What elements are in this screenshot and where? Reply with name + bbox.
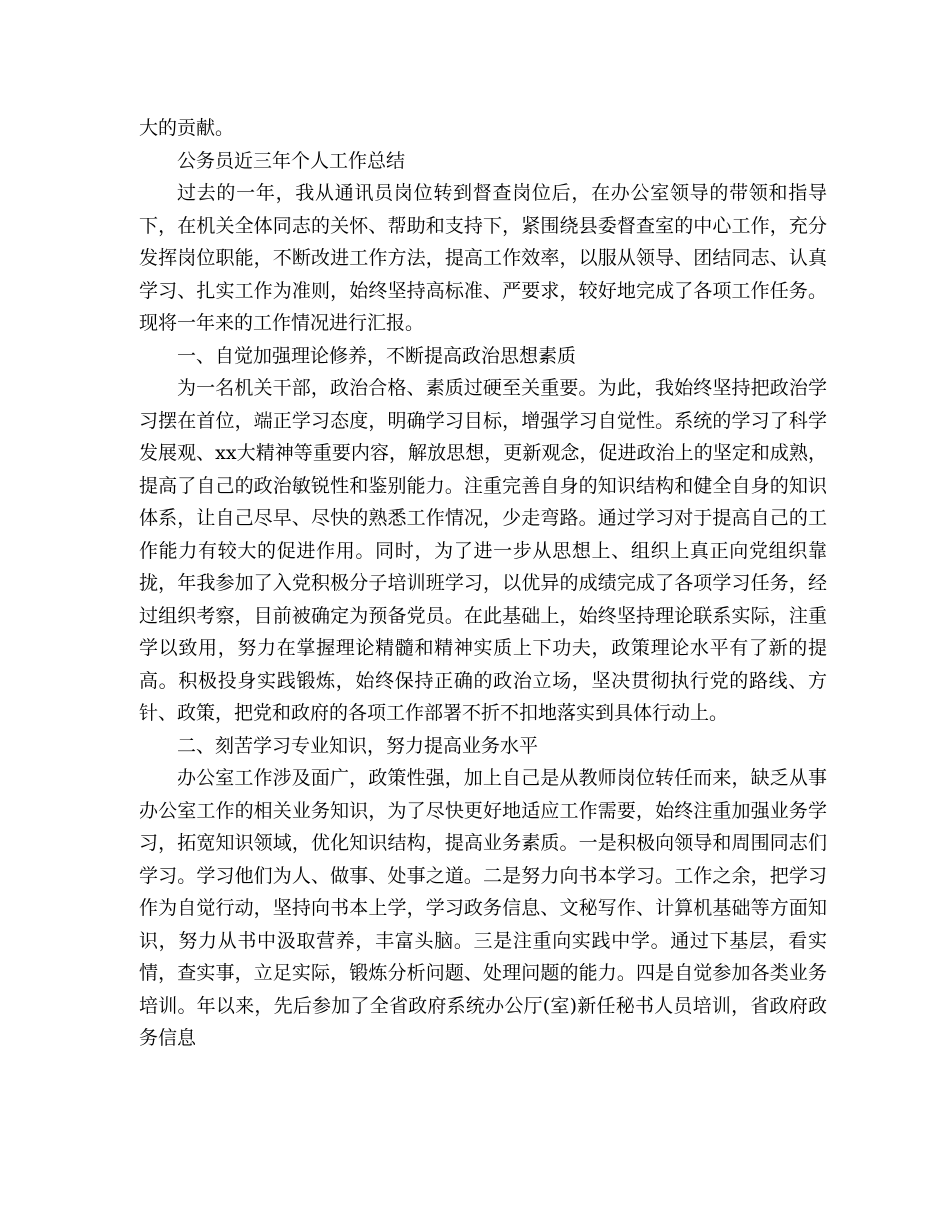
paragraph-section-2: 办公室工作涉及面广，政策性强，加上自己是从教师岗位转任而来，缺乏从事办公室工作的相关业务知识，为了尽快更好地适应工作需要，始终注重加强业务学习，拓宽知识领域，优化知识结构，提高业务素质。一是积极向领导和周围同志们学习。学习他们为人、做事、处事之道。二是努力向书本学习。工作之余，把学习作为自觉行动，坚持向书本上学，学习政务信息、文秘写作、计算机基础等方面知识，努力从书中汲取营养，丰富头脑。三是注重向实践中学。通过下基层，看实情，查实事，立足实际，锻炼分析问题、处理问题的能力。四是自觉参加各类业务培训。年以来，先后参加了全省政府系统办公厅(室)新任秘书人员培训，省政府政务信息 [139, 767, 827, 1049]
document-title: 公务员近三年个人工作总结 [177, 149, 406, 172]
paragraph-intro: 过去的一年，我从通讯员岗位转到督查岗位后，在办公室领导的带领和指导下，在机关全体同志的关怀、帮助和支持下，紧围绕县委督查室的中心工作，充分发挥岗位职能，不断改进工作方法，提高工作效率，以服从领导、团结同志、认真学习、扎实工作为准则，始终坚持高标准、严要求，较好地完成了各项工作任务。现将一年来的工作情况进行汇报。 [139, 182, 827, 334]
section-heading-1: 一、自觉加强理论修养，不断提高政治思想素质 [177, 344, 577, 367]
document-body [139, 112, 827, 1055]
paragraph-closing-fragment: 大的贡献。 [139, 117, 235, 139]
section-heading-2: 二、刻苦学习专业知识，努力提高业务水平 [177, 734, 539, 757]
paragraph-section-1: 为一名机关干部，政治合格、素质过硬至关重要。为此，我始终坚持把政治学习摆在首位，端正学习态度，明确学习目标，增强学习自觉性。系统的学习了科学发展观、xx大精神等重要内容，解放思想，更新观念，促进政治上的坚定和成熟，提高了自己的政治敏锐性和鉴别能力。注重完善自身的知识结构和健全自身的知识体系，让自己尽早、尽快的熟悉工作情况，少走弯路。通过学习对于提高自己的工作能力有较大的促进作用。同时，为了进一步从思想上、组织上真正向党组织靠拢，年我参加了入党积极分子培训班学习，以优异的成绩完成了各项学习任务，经过组织考察，目前被确定为预备党员。在此基础上，始终坚持理论联系实际，注重学以致用，努力在掌握理论精髓和精神实质上下功夫，政策理论水平有了新的提高。积极投身实践锻炼，始终保持正确的政治立场，坚决贯彻执行党的路线、方针、政策，把党和政府的各项工作部署不折不扣地落实到具体行动上。 [139, 377, 827, 724]
